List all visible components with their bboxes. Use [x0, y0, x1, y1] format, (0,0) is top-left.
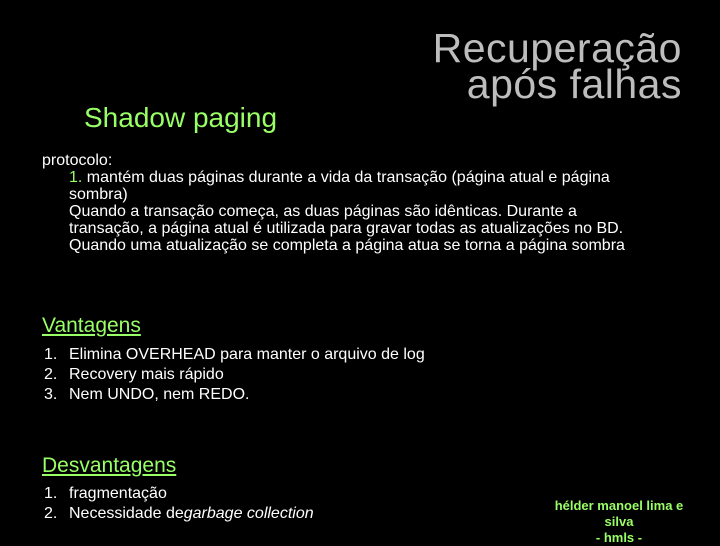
protocol-label: protocolo: — [42, 152, 113, 169]
list-item — [44, 504, 314, 524]
desvantagens-list — [44, 484, 314, 524]
protocol-item-number: 1. — [69, 169, 83, 186]
list-item-text: Nem UNDO, nem REDO. — [69, 386, 250, 403]
list-item-italic-text: garbage collection — [183, 505, 314, 522]
list-item — [44, 385, 425, 405]
list-item — [44, 345, 425, 365]
slide-title-line-2: após falhas — [466, 61, 682, 107]
protocol-item-line-3: Quando a transação começa, as duas páginas são idênticas. Durante a — [69, 203, 577, 220]
protocol-item-line-1 — [42, 169, 702, 186]
list-item — [44, 484, 314, 504]
list-item-number: 3. — [44, 386, 58, 403]
protocol-item-text: mantém duas páginas durante a vida da transação (página atual e página — [82, 169, 610, 186]
list-item-number: 1. — [44, 485, 58, 502]
protocol-item-line-4: transação, a página atual é utilizada para gravar todas as atualizações no BD. — [69, 220, 624, 237]
author-line-1: hélder manoel lima e — [554, 498, 684, 513]
list-item-text: Elimina OVERHEAD para manter o arquivo de log — [69, 346, 425, 363]
author-credit — [540, 498, 698, 546]
protocol-item-line-2: sombra) — [69, 186, 128, 203]
slide-subtitle: Shadow paging — [84, 102, 278, 133]
list-item-text: fragmentação — [69, 485, 167, 502]
list-item-number: 2. — [44, 505, 58, 522]
desvantagens-heading: Desvantagens — [42, 454, 177, 477]
list-item-number: 1. — [44, 346, 58, 363]
author-line-3: - hmls - — [595, 530, 643, 545]
protocol-block — [42, 152, 702, 254]
list-item-number: 2. — [44, 366, 58, 383]
list-item-text: Recovery mais rápido — [69, 366, 224, 383]
list-item — [44, 365, 425, 385]
vantagens-heading: Vantagens — [42, 314, 141, 337]
slide-title — [282, 25, 682, 107]
vantagens-list — [44, 345, 425, 405]
author-line-2: silva — [604, 514, 634, 529]
protocol-item-line-5: Quando uma atualização se completa a página atua se torna a página sombra — [69, 237, 625, 254]
list-item-text: Necessidade de — [69, 505, 184, 522]
slide-title-line-1: Recuperação — [432, 25, 682, 71]
